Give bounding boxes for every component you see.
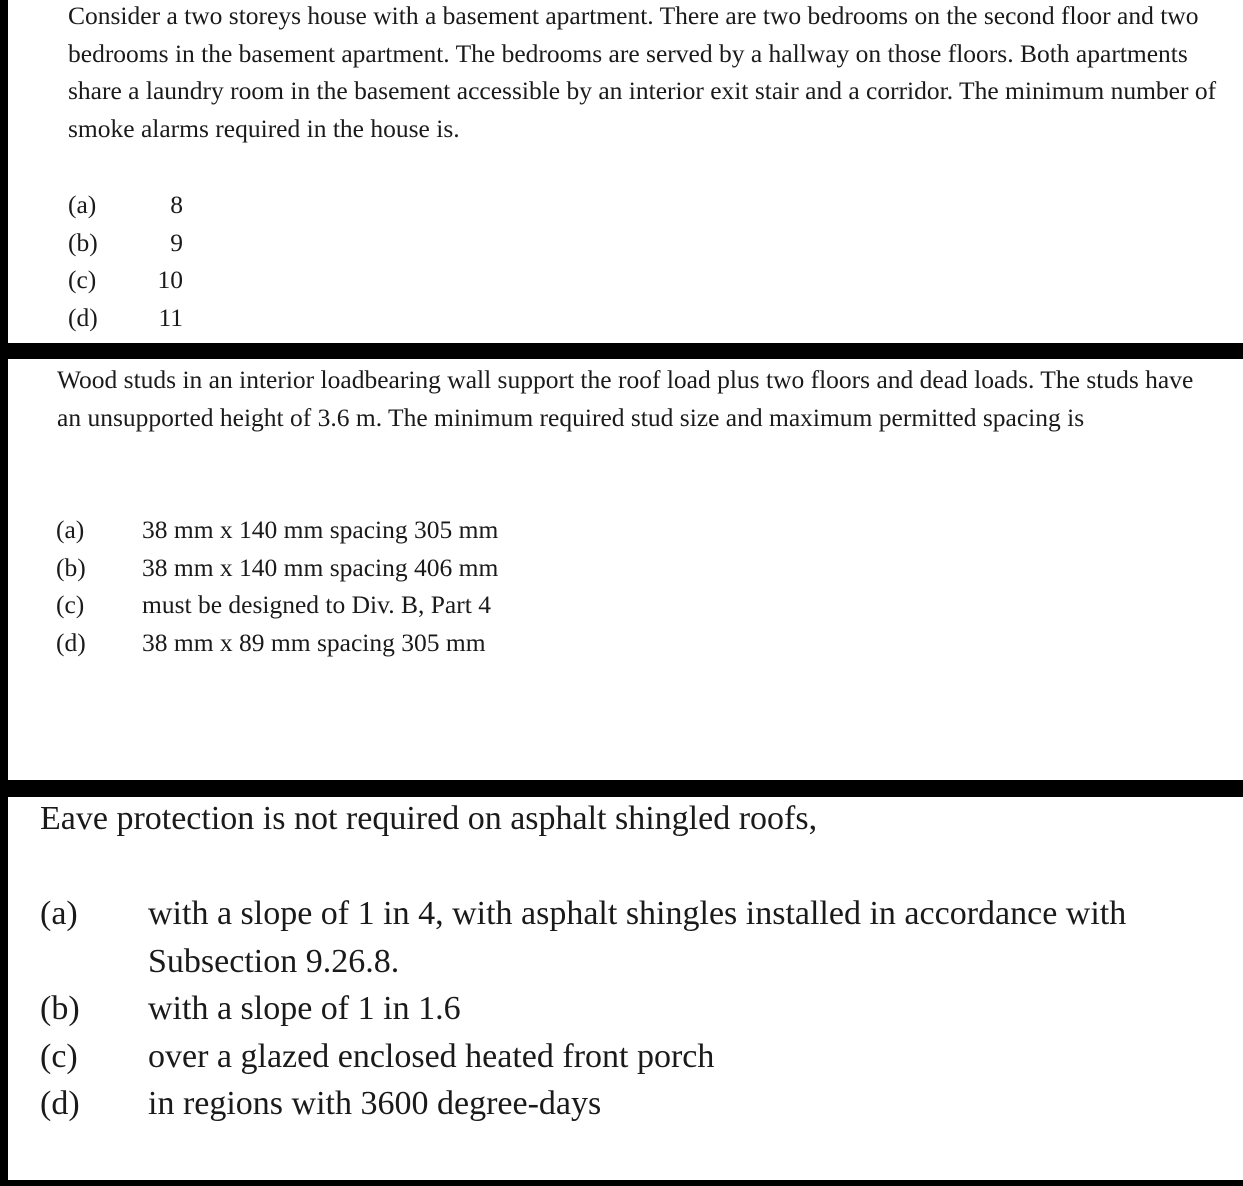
option-letter: (c) xyxy=(56,590,85,620)
option-text: 38 mm x 89 mm spacing 305 mm xyxy=(142,628,486,658)
option-letter: (b) xyxy=(40,990,80,1027)
option-letter: (d) xyxy=(40,1085,80,1122)
answer-option-c xyxy=(40,1033,1235,1081)
answer-option-d xyxy=(68,299,183,337)
answer-option-b xyxy=(56,549,498,587)
option-text: 11 xyxy=(158,303,183,333)
option-letter: (c) xyxy=(68,265,97,295)
answer-option-d xyxy=(56,624,498,662)
question-panel-eave-protection xyxy=(8,797,1243,1180)
option-letter: (d) xyxy=(56,628,86,658)
answer-options xyxy=(40,890,1235,1128)
answer-option-a xyxy=(56,511,498,549)
option-letter: (a) xyxy=(40,895,78,932)
option-letter: (b) xyxy=(68,227,98,257)
option-text: 9 xyxy=(170,227,183,257)
answer-option-c xyxy=(68,261,183,299)
option-text: over a glazed enclosed heated front porch xyxy=(148,1037,715,1075)
question-panel-smoke-alarms xyxy=(8,0,1243,343)
option-text: in regions with 3600 degree-days xyxy=(148,1085,602,1122)
answer-option-c xyxy=(56,586,498,624)
option-letter: (b) xyxy=(56,552,86,582)
option-text: must be designed to Div. B, Part 4 xyxy=(142,590,491,620)
question-stem: Eave protection is not required on asphalt shingled roofs, xyxy=(40,800,818,837)
option-letter: (a) xyxy=(56,515,85,544)
option-text: 38 mm x 140 mm spacing 406 mm xyxy=(142,552,499,582)
answer-options xyxy=(56,511,498,662)
option-text: 38 mm x 140 mm spacing 305 mm xyxy=(142,515,499,544)
question-panel-wood-studs xyxy=(8,359,1243,780)
question-stem: Consider a two storeys house with a basement apartment. There are two bedrooms on the second floor and two bedrooms in the basement apartment. The bedrooms are served by a hallway on those floors. Both apartments share a laundry room in the basement accessible by an interior exit stair and a corridor. The minimum number of smoke alarms required in the house is. xyxy=(68,1,1217,144)
option-letter: (c) xyxy=(40,1037,78,1075)
answer-option-b xyxy=(40,985,1235,1033)
answer-option-b xyxy=(68,224,183,262)
option-text: 8 xyxy=(170,190,183,219)
option-letter: (d) xyxy=(68,303,98,333)
option-text: 10 xyxy=(157,265,183,295)
answer-option-a xyxy=(40,890,1235,985)
option-text: with a slope of 1 in 1.6 xyxy=(148,990,461,1027)
option-letter: (a) xyxy=(68,190,97,219)
option-text: with a slope of 1 in 4, with asphalt shingles installed in accordance with Subsection 9.26.8. xyxy=(148,895,1127,980)
answer-options xyxy=(68,186,183,337)
question-stem: Wood studs in an interior loadbearing wall support the roof load plus two floors and dead loads. The studs have an unsupported height of 3.6 m. The minimum required stud size and maximum permitted spacing is xyxy=(57,365,1194,432)
answer-option-a xyxy=(68,186,183,224)
answer-option-d xyxy=(40,1080,1235,1128)
